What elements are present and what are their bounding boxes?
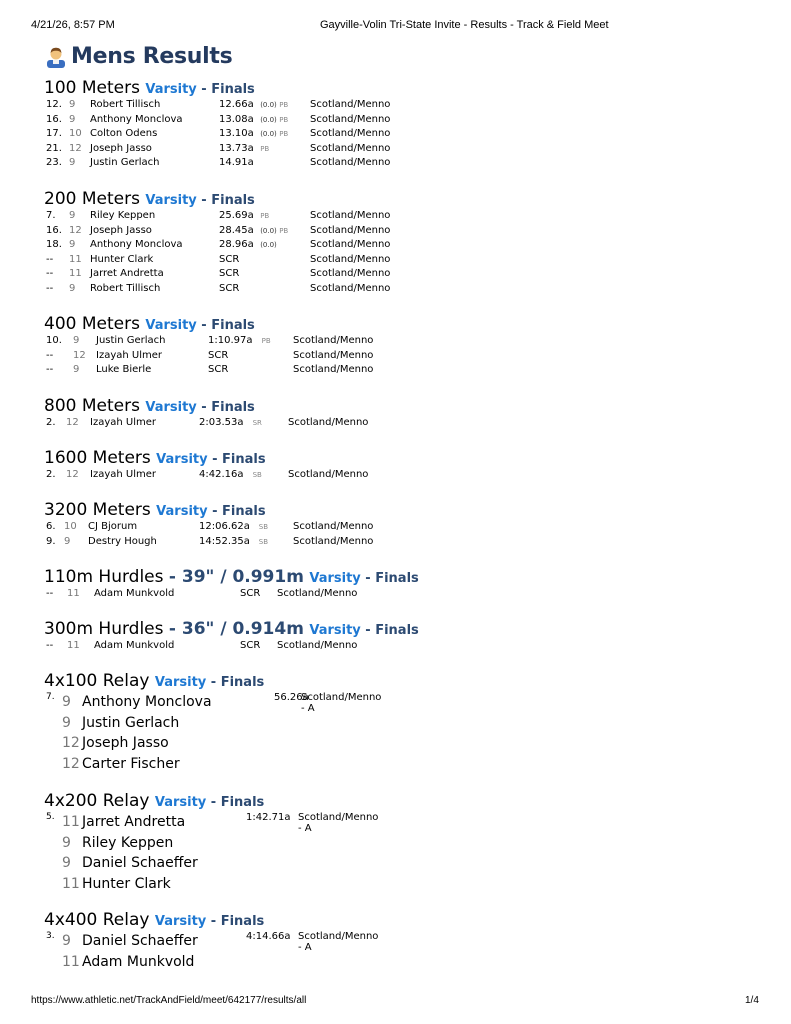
print-page-title: Gayville-Volin Tri-State Invite - Results - Track & Field Meet [320,19,609,31]
event-round: Finals [220,675,265,690]
place: 10. [46,335,62,346]
team-link[interactable]: Scotland/Menno [293,349,374,361]
athlete-name-link[interactable]: Joseph Jasso [82,735,169,751]
relay-member [44,931,264,952]
wind-reading: (0.0) [260,130,277,138]
result-row [44,469,369,484]
place: 16. [46,224,62,236]
place: -- [46,364,54,375]
event-spec: - 39" / 0.991m [168,567,304,587]
grade: 12 [66,417,79,428]
place: 7. [46,210,56,221]
athlete-name-link[interactable]: Anthony Monclova [90,113,183,125]
relay-member [44,812,264,833]
event-dash: - [207,504,223,519]
result-row [44,588,419,603]
record-badge: PB [260,144,270,153]
athlete-name-link[interactable]: Jarret Andretta [82,814,186,830]
event-block [44,566,419,603]
result-mark-link[interactable]: 13.73a [219,142,254,154]
result-row [44,535,374,551]
grade: 11 [67,640,80,651]
athlete-name-link[interactable]: Robert Tillisch [90,282,161,294]
team-link[interactable]: Scotland/Menno - A [298,931,379,953]
result-row [44,142,391,158]
print-url: https://www.athletic.net/TrackAndField/meet/642177/results/all [31,995,307,1006]
athlete-name-link[interactable]: Daniel Schaeffer [82,855,198,871]
team-link[interactable]: Scotland/Menno - A [301,692,382,714]
result-mark-link[interactable]: 13.08a [219,113,254,125]
relay-member [44,853,264,874]
athlete-name-link[interactable]: Riley Keppen [82,834,174,851]
relay-result [44,812,379,894]
event-name: 4x400 Relay [44,910,150,930]
event-name: 4x100 Relay [44,671,150,691]
athlete-name-link[interactable]: Justin Gerlach [90,157,160,168]
place: 12. [46,99,62,110]
place: 5. [46,812,55,822]
event-title[interactable] [44,909,264,931]
athlete-name-link[interactable]: Izayah Ulmer [90,469,156,480]
grade: 11 [62,875,80,892]
place: 21. [46,142,62,154]
event-dash: - [206,914,221,929]
athlete-name-link[interactable]: Luke Bierle [96,364,152,375]
result-mark-link[interactable]: SCR [240,588,261,599]
event-level-link[interactable]: Varsity [154,795,207,810]
record-badge: PB [279,115,289,124]
event-round: Finals [211,400,255,415]
event-level-link[interactable]: Varsity [145,318,197,333]
record-badge: SB [252,471,262,479]
result-mark-link[interactable]: 2:03.53a [199,417,244,428]
relay-member [44,874,264,895]
grade: 9 [62,694,71,710]
team-link[interactable]: Scotland/Menno [277,588,358,599]
athlete-name-link[interactable]: Hunter Clark [90,253,154,265]
grade: 9 [62,855,71,871]
team-link[interactable]: Scotland/Menno [293,521,374,532]
relay-result [44,931,379,972]
athlete-name-link[interactable]: Anthony Monclova [82,694,212,710]
event-block [44,188,391,297]
print-page-number: 1/4 [745,995,759,1006]
grade: 9 [64,535,71,547]
grade: 11 [62,953,80,970]
place: 9. [46,535,56,547]
athlete-name-link[interactable]: Justin Gerlach [96,335,166,346]
relay-block [44,670,382,774]
place: 16. [46,113,62,125]
grade: 12 [66,469,79,480]
record-badge: PB [279,226,289,235]
place: 2. [46,469,56,480]
athlete-name-link[interactable]: Adam Munkvold [94,588,175,599]
event-level-link[interactable]: Varsity [145,400,197,415]
athlete-name-link[interactable]: CJ Bjorum [88,521,138,532]
result-mark-link[interactable]: SCR [219,268,240,279]
result-row [44,335,374,350]
event-dash: - [360,623,376,638]
team-link[interactable]: Scotland/Menno [277,640,358,651]
result-mark-link[interactable]: 28.96a [219,239,254,250]
grade: 12 [62,735,80,751]
event-name: 200 Meters [44,189,140,209]
event-title[interactable] [44,77,255,99]
event-dash: - [196,82,212,97]
grade: 12 [69,142,82,154]
relay-member [44,733,264,754]
record-badge: PB [261,337,271,345]
athlete-name-link[interactable]: Adam Munkvold [94,640,175,651]
result-mark-link[interactable]: 12.66a [219,99,254,110]
event-title[interactable] [44,447,266,469]
wind-reading: (0.0) [260,115,277,124]
event-round: Finals [222,452,266,467]
place: 3. [46,931,55,941]
grade: 9 [69,157,76,168]
result-mark-link[interactable]: SCR [240,640,261,651]
event-dash: - [196,318,212,333]
event-name: 800 Meters [44,396,140,416]
event-title[interactable] [44,670,264,692]
team-link[interactable]: Scotland/Menno [310,282,391,294]
result-row [44,210,391,225]
event-round: Finals [375,571,419,586]
team-link[interactable]: Scotland/Menno [293,535,374,547]
grade: 9 [62,834,71,851]
place: -- [46,282,54,294]
result-row [44,521,374,536]
result-mark-link[interactable]: 56.26a [274,692,309,703]
event-name: 110m Hurdles [44,567,164,587]
event-name: 400 Meters [44,314,140,334]
result-mark-link[interactable]: 14:52.35a [199,535,250,547]
result-row [44,417,369,432]
place: -- [46,268,54,279]
grade: 10 [69,128,82,139]
result-row [44,128,391,143]
grade: 12 [69,224,82,236]
team-link[interactable]: Scotland/Menno [310,99,391,110]
grade: 11 [69,268,82,279]
result-row [44,157,391,172]
event-title[interactable] [44,566,419,588]
event-level-link[interactable]: Varsity [309,623,361,638]
place: 7. [46,692,55,702]
athlete-name-link[interactable]: Robert Tillisch [90,99,161,110]
grade: 9 [69,239,76,250]
result-mark-link[interactable]: 13.10a [219,128,254,139]
result-row [44,99,391,114]
result-row [44,224,391,240]
team-link[interactable]: Scotland/Menno [310,142,391,154]
place: 2. [46,417,56,428]
athlete-name-link[interactable]: Joseph Jasso [90,142,152,154]
athlete-name-link[interactable]: Izayah Ulmer [96,349,162,361]
event-round: Finals [220,795,265,810]
result-mark-link[interactable]: 1:42.71a [246,812,291,823]
event-block [44,77,391,172]
relay-block [44,790,379,894]
athlete-name-link[interactable]: Hunter Clark [82,875,171,892]
place: 23. [46,157,62,168]
event-level-link[interactable]: Varsity [154,675,207,690]
event-block [44,618,419,655]
relay-member [44,713,264,734]
grade: 9 [73,364,80,375]
event-title[interactable] [44,618,419,640]
team-link[interactable]: Scotland/Menno [293,364,374,375]
grade: 12 [73,349,86,361]
event-level-link[interactable]: Varsity [309,571,361,586]
grade: 9 [73,335,80,346]
event-block [44,395,369,432]
athlete-name-link[interactable]: Carter Fischer [82,755,180,772]
event-name: 100 Meters [44,78,140,98]
relay-member [44,952,264,973]
grade: 10 [64,521,77,532]
event-round: Finals [220,914,265,929]
team-link[interactable]: Scotland/Menno [310,268,391,279]
result-mark-link[interactable]: 25.69a [219,210,254,221]
event-title[interactable] [44,499,266,521]
result-mark-link[interactable]: SCR [219,253,240,265]
place: -- [46,640,54,651]
event-round: Finals [222,504,266,519]
grade: 11 [69,253,82,265]
result-mark-link[interactable]: 28.45a [219,224,254,236]
event-spec: - 36" / 0.914m [168,619,304,639]
result-row [44,640,419,655]
team-link[interactable]: Scotland/Menno [288,417,369,428]
print-datetime: 4/21/26, 8:57 PM [31,19,115,31]
event-round: Finals [211,193,255,208]
grade: 9 [62,933,71,949]
result-row [44,282,391,298]
event-dash: - [206,795,221,810]
event-name: 1600 Meters [44,448,151,468]
relay-block [44,909,379,972]
place: -- [46,253,54,265]
event-dash: - [207,452,223,467]
event-title[interactable] [44,395,255,417]
grade: 12 [62,755,80,772]
event-level-link[interactable]: Varsity [145,193,197,208]
result-row [44,364,374,379]
result-mark-link[interactable]: SCR [208,364,229,375]
event-name: 300m Hurdles [44,619,164,639]
grade: 9 [69,99,76,110]
athlete-name-link[interactable]: Justin Gerlach [82,714,180,731]
athlete-name-link[interactable]: Jarret Andretta [90,268,164,279]
event-dash: - [196,400,212,415]
event-dash: - [360,571,376,586]
event-name: 4x200 Relay [44,791,150,811]
athlete-name-link[interactable]: Adam Munkvold [82,953,195,970]
grade: 11 [67,588,80,599]
result-mark-link[interactable]: 4:42.16a [199,469,244,480]
team-link[interactable]: Scotland/Menno [288,469,369,480]
team-link[interactable]: Scotland/Menno [310,239,391,250]
grade: 9 [69,210,76,221]
athlete-name-link[interactable]: Colton Odens [90,128,158,139]
event-title[interactable] [44,790,264,812]
team-link[interactable]: Scotland/Menno - A [298,812,379,834]
place: -- [46,588,54,599]
result-mark-link[interactable]: 12:06.62a [199,521,250,532]
event-block [44,447,369,484]
team-link[interactable]: Scotland/Menno [310,157,391,168]
grade: 11 [62,814,80,830]
record-badge: PB [260,212,270,220]
result-mark-link[interactable]: 14.91a [219,157,254,168]
event-dash: - [206,675,221,690]
event-level-link[interactable]: Varsity [156,452,208,467]
team-link[interactable]: Scotland/Menno [293,335,374,346]
grade: 9 [69,282,76,294]
event-title[interactable] [44,313,255,335]
athlete-name-link[interactable]: Destry Hough [88,535,157,547]
team-link[interactable]: Scotland/Menno [310,210,391,221]
place: 18. [46,239,62,250]
record-badge: SR [252,419,262,427]
event-round: Finals [211,82,255,97]
page-title-text: Mens Results [71,44,233,69]
event-level-link[interactable]: Varsity [154,914,207,929]
relay-member [44,754,264,775]
relay-member [44,833,264,854]
event-level-link[interactable]: Varsity [145,82,197,97]
grade: 9 [62,714,71,731]
place: 6. [46,521,56,532]
place: -- [46,349,54,361]
athlete-name-link[interactable]: Riley Keppen [90,210,156,221]
event-block [44,499,374,550]
result-row [44,253,391,269]
result-mark-link[interactable]: SCR [219,282,240,294]
team-link[interactable]: Scotland/Menno [310,113,391,125]
page-title [45,44,232,69]
result-row [44,268,391,283]
event-round: Finals [375,623,419,638]
athlete-name-link[interactable]: Anthony Monclova [90,239,183,250]
result-row [44,239,391,254]
event-dash: - [196,193,212,208]
team-link[interactable]: Scotland/Menno [310,224,391,236]
event-round: Finals [211,318,255,333]
record-badge: SB [258,523,269,531]
result-mark-link[interactable]: 4:14.66a [246,931,291,942]
athlete-name-link[interactable]: Daniel Schaeffer [82,933,198,949]
result-mark-link[interactable]: SCR [208,349,229,361]
record-badge: PB [279,101,289,109]
result-row [44,113,391,129]
athlete-name-link[interactable]: Joseph Jasso [90,224,152,236]
wind-reading: (0.0) [260,241,277,249]
wind-reading: (0.0) [260,101,277,109]
team-link[interactable]: Scotland/Menno [310,128,391,139]
record-badge: PB [279,130,289,138]
wind-reading: (0.0) [260,226,277,235]
result-mark-link[interactable]: 1:10.97a [208,335,253,346]
grade: 9 [69,113,76,125]
team-link[interactable]: Scotland/Menno [310,253,391,265]
event-block [44,313,374,379]
record-badge: SB [258,537,269,546]
relay-member [44,692,264,713]
event-level-link[interactable]: Varsity [156,504,208,519]
event-name: 3200 Meters [44,500,151,520]
place: 17. [46,128,62,139]
relay-result [44,692,382,774]
event-title[interactable] [44,188,255,210]
athlete-name-link[interactable]: Izayah Ulmer [90,417,156,428]
result-row [44,349,374,365]
male-athlete-icon [45,46,67,68]
